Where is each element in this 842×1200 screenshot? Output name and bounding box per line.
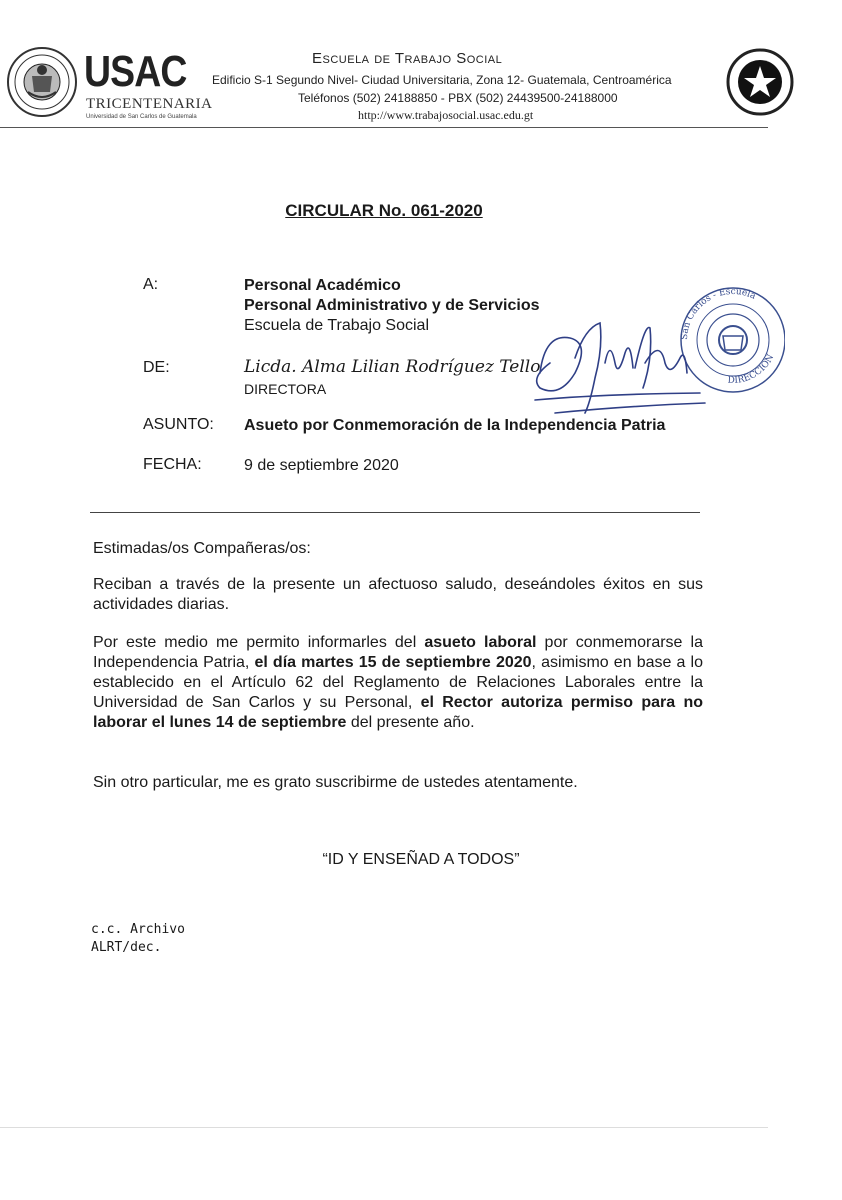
bottom-edge-line: [0, 1127, 768, 1128]
initials: ALRT/dec.: [91, 940, 162, 955]
greeting: Estimadas/os Compañeras/os:: [93, 540, 311, 557]
date-label: FECHA:: [143, 456, 202, 473]
header-url[interactable]: http://www.trabajosocial.usac.edu.gt: [358, 108, 534, 122]
header-divider: [0, 127, 768, 128]
subject-label: ASUNTO:: [143, 416, 214, 433]
tricentenaria-label: TRICENTENARIA: [86, 96, 213, 112]
header-phones: Teléfonos (502) 24188850 - PBX (502) 24439500-24188000: [298, 91, 618, 105]
stamp-bottom-text: DIRECCION: [727, 352, 777, 386]
from-name: Licda. Alma Lilian Rodríguez Tello: [244, 357, 541, 377]
university-name-small: Universidad de San Carlos de Guatemala: [86, 114, 197, 120]
from-label: DE:: [143, 359, 170, 376]
motto: “ID Y ENSEÑAD A TODOS”: [322, 851, 520, 868]
date-value: 9 de septiembre 2020: [244, 457, 399, 474]
usac-logo-text: USAC: [84, 47, 187, 96]
section-divider: [90, 512, 700, 513]
school-name: Escuela de Trabajo Social: [312, 50, 503, 67]
university-seal-icon: [6, 46, 78, 118]
school-seal-icon: [724, 46, 788, 118]
paragraph-3: Sin otro particular, me es grato suscribirme de ustedes atentamente.: [93, 774, 578, 791]
to-recipient-3: Escuela de Trabajo Social: [244, 317, 429, 334]
to-label: A:: [143, 276, 159, 293]
paragraph-1: Reciban a través de la presente un afectuoso saludo, deseándoles éxitos en sus actividades diarias.: [93, 576, 703, 613]
from-role: DIRECTORA: [244, 381, 327, 397]
to-recipient-2: Personal Administrativo y de Servicios: [244, 297, 540, 314]
stamp-top-text: San Carlos - Escuela: [679, 286, 758, 341]
handwritten-signature: [515, 318, 715, 428]
paragraph-2: Por este medio me permito informarles del asueto laboral por conmemorarse la Independencia Patria, el día martes 15 de septiembre 2020, asimismo en base a lo establecido en el Artículo 62 del Reglamento de Relaciones Laborales entre la Universidad de San Carlos y su Personal, el Rector autoriza permiso para no laborar el lunes 14 de septiembre del presente año.: [93, 634, 703, 731]
to-recipient-1: Personal Académico: [244, 277, 401, 294]
header-address: Edificio S-1 Segundo Nivel- Ciudad Universitaria, Zona 12- Guatemala, Centroamérica: [212, 73, 672, 87]
subject-value: Asueto por Conmemoración de la Independencia Patria: [244, 417, 666, 434]
circular-title: CIRCULAR No. 061-2020: [285, 201, 483, 220]
cc-archivo: c.c. Archivo: [91, 922, 185, 937]
